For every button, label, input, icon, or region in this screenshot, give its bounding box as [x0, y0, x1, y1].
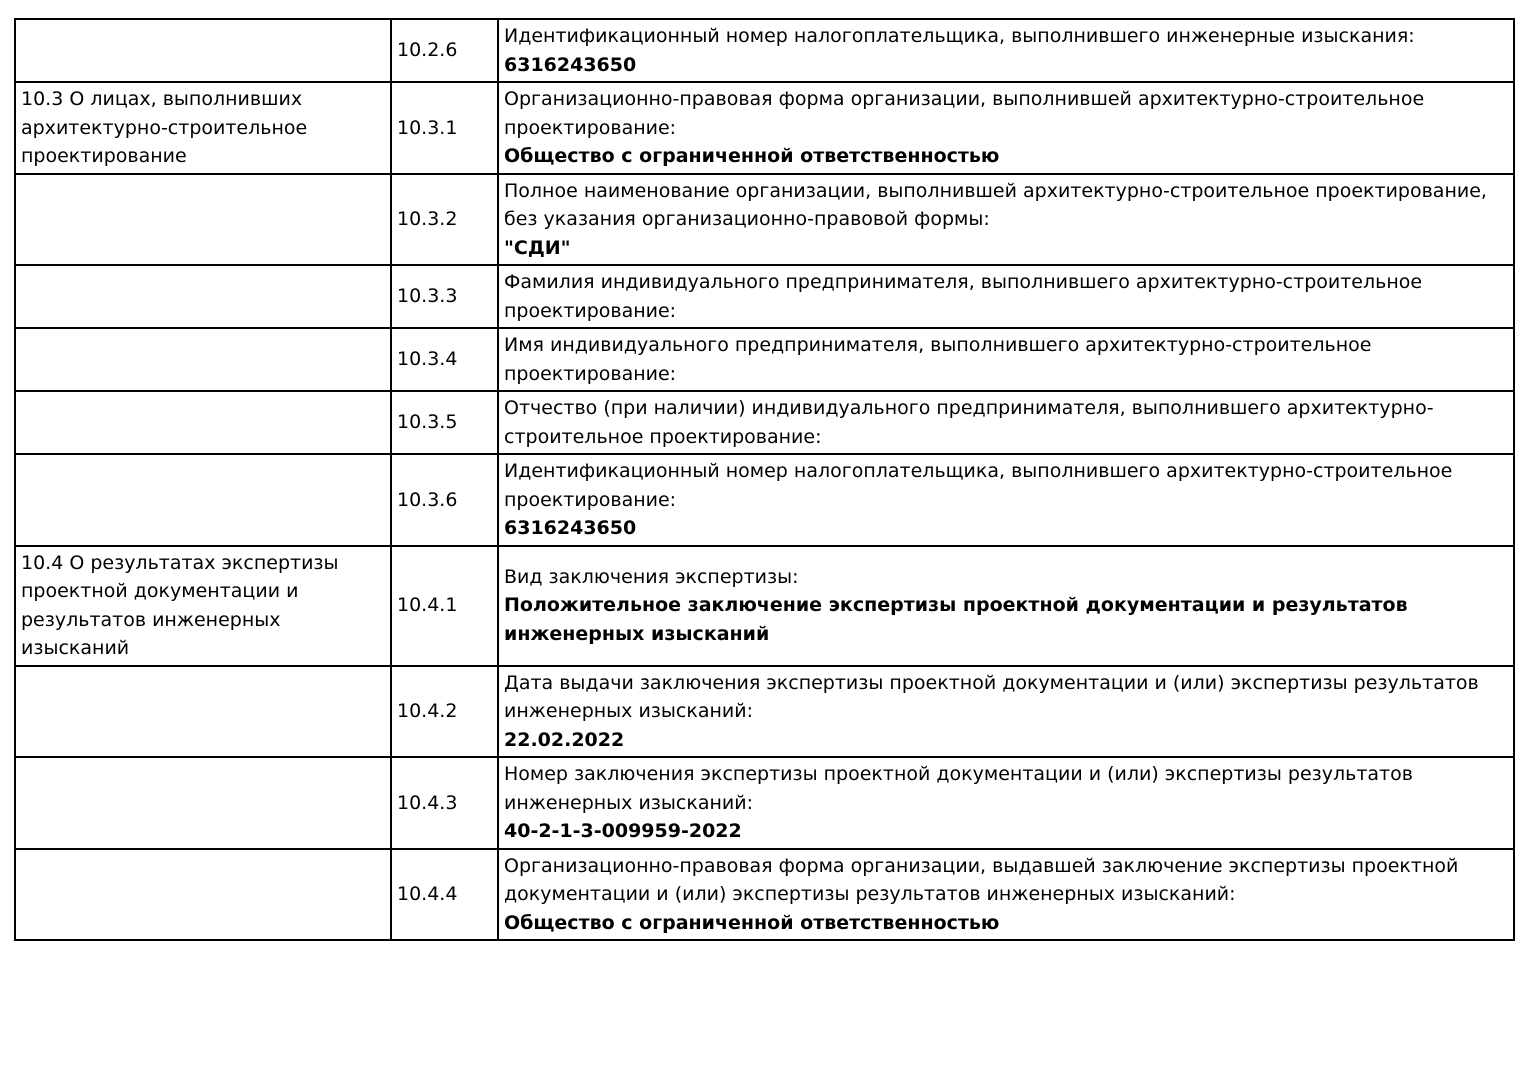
- content-value: Положительное заключение экспертизы проектной документации и результатов инженерных изысканий: [504, 594, 1408, 645]
- table-row: [15, 666, 1514, 758]
- section-label: 10.4 О результатах экспертизы проектной документации и результатов инженерных изысканий: [21, 551, 339, 659]
- content-cell: [498, 328, 1514, 391]
- table-row: [15, 546, 1514, 666]
- content-value: 22.02.2022: [504, 728, 625, 751]
- table-row: [15, 757, 1514, 849]
- content-label: Отчество (при наличии) индивидуального предпринимателя, выполнившего архитектурно-строительное проектирование:: [504, 397, 1434, 448]
- section-cell: [15, 454, 391, 546]
- item-number: 10.3.2: [391, 174, 498, 266]
- table-row: [15, 454, 1514, 546]
- content-label: Имя индивидуального предпринимателя, выполнившего архитектурно-строительное проектирование:: [504, 334, 1372, 385]
- content-cell: [498, 265, 1514, 328]
- item-number: 10.4.3: [391, 757, 498, 849]
- content-label: Фамилия индивидуального предпринимателя, выполнившего архитектурно-строительное проектирование:: [504, 271, 1423, 322]
- item-number: 10.4.4: [391, 849, 498, 941]
- section-cell: [15, 174, 391, 266]
- section-cell: [15, 546, 391, 666]
- table-row: [15, 265, 1514, 328]
- content-value: Общество с ограниченной ответственностью: [504, 145, 1000, 167]
- content-cell: [498, 757, 1514, 849]
- section-label: 10.3 О лицах, выполнивших архитектурно-строительное проектирование: [21, 88, 308, 167]
- content-label: Идентификационный номер налогоплательщика, выполнившего инженерные изыскания:: [504, 25, 1415, 47]
- item-number: 10.3.3: [391, 265, 498, 328]
- table-row: [15, 849, 1514, 941]
- content-value: Общество с ограниченной ответственностью: [504, 911, 1000, 934]
- content-cell: [498, 849, 1514, 941]
- section-cell: [15, 328, 391, 391]
- item-number: 10.3.4: [391, 328, 498, 391]
- content-cell: [498, 666, 1514, 758]
- content-value: 6316243650: [504, 53, 637, 76]
- content-label: Организационно-правовая форма организации, выдавшей заключение экспертизы проектной документации и (или) экспертизы результатов инженерных изысканий:: [504, 854, 1459, 905]
- content-label: Дата выдачи заключения экспертизы проектной документации и (или) экспертизы результатов инженерных изысканий:: [504, 671, 1479, 722]
- table-row: [15, 328, 1514, 391]
- content-cell: [498, 391, 1514, 454]
- section-cell: [15, 19, 391, 82]
- item-number: 10.3.1: [391, 82, 498, 174]
- table-row: [15, 174, 1514, 266]
- section-cell: [15, 82, 391, 174]
- content-value: 6316243650: [504, 517, 637, 539]
- content-label: Номер заключения экспертизы проектной документации и (или) экспертизы результатов инженерных изысканий:: [504, 763, 1413, 814]
- content-cell: [498, 82, 1514, 174]
- section-cell: [15, 265, 391, 328]
- table-body: [15, 19, 1514, 940]
- table-row: [15, 19, 1514, 82]
- item-number: 10.3.5: [391, 391, 498, 454]
- content-label: Вид заключения экспертизы:: [504, 565, 799, 588]
- content-value: "СДИ": [504, 236, 571, 259]
- content-cell: [498, 546, 1514, 666]
- table-row: [15, 82, 1514, 174]
- section-cell: [15, 666, 391, 758]
- item-number: 10.2.6: [391, 19, 498, 82]
- section-cell: [15, 391, 391, 454]
- table-row: [15, 391, 1514, 454]
- section-cell: [15, 757, 391, 849]
- content-cell: [498, 454, 1514, 546]
- content-cell: [498, 174, 1514, 266]
- content-label: Организационно-правовая форма организации, выполнившей архитектурно-строительное проектирование:: [504, 88, 1425, 139]
- item-number: 10.4.1: [391, 546, 498, 666]
- item-number: 10.4.2: [391, 666, 498, 758]
- content-label: Идентификационный номер налогоплательщика, выполнившего архитектурно-строительное проектирование:: [504, 460, 1453, 511]
- content-value: 40-2-1-3-009959-2022: [504, 820, 742, 842]
- content-cell: [498, 19, 1514, 82]
- content-label: Полное наименование организации, выполнившей архитектурно-строительное проектирование, без указания организационно-правовой формы:: [504, 179, 1487, 230]
- declaration-table: [14, 18, 1515, 941]
- item-number: 10.3.6: [391, 454, 498, 546]
- section-cell: [15, 849, 391, 941]
